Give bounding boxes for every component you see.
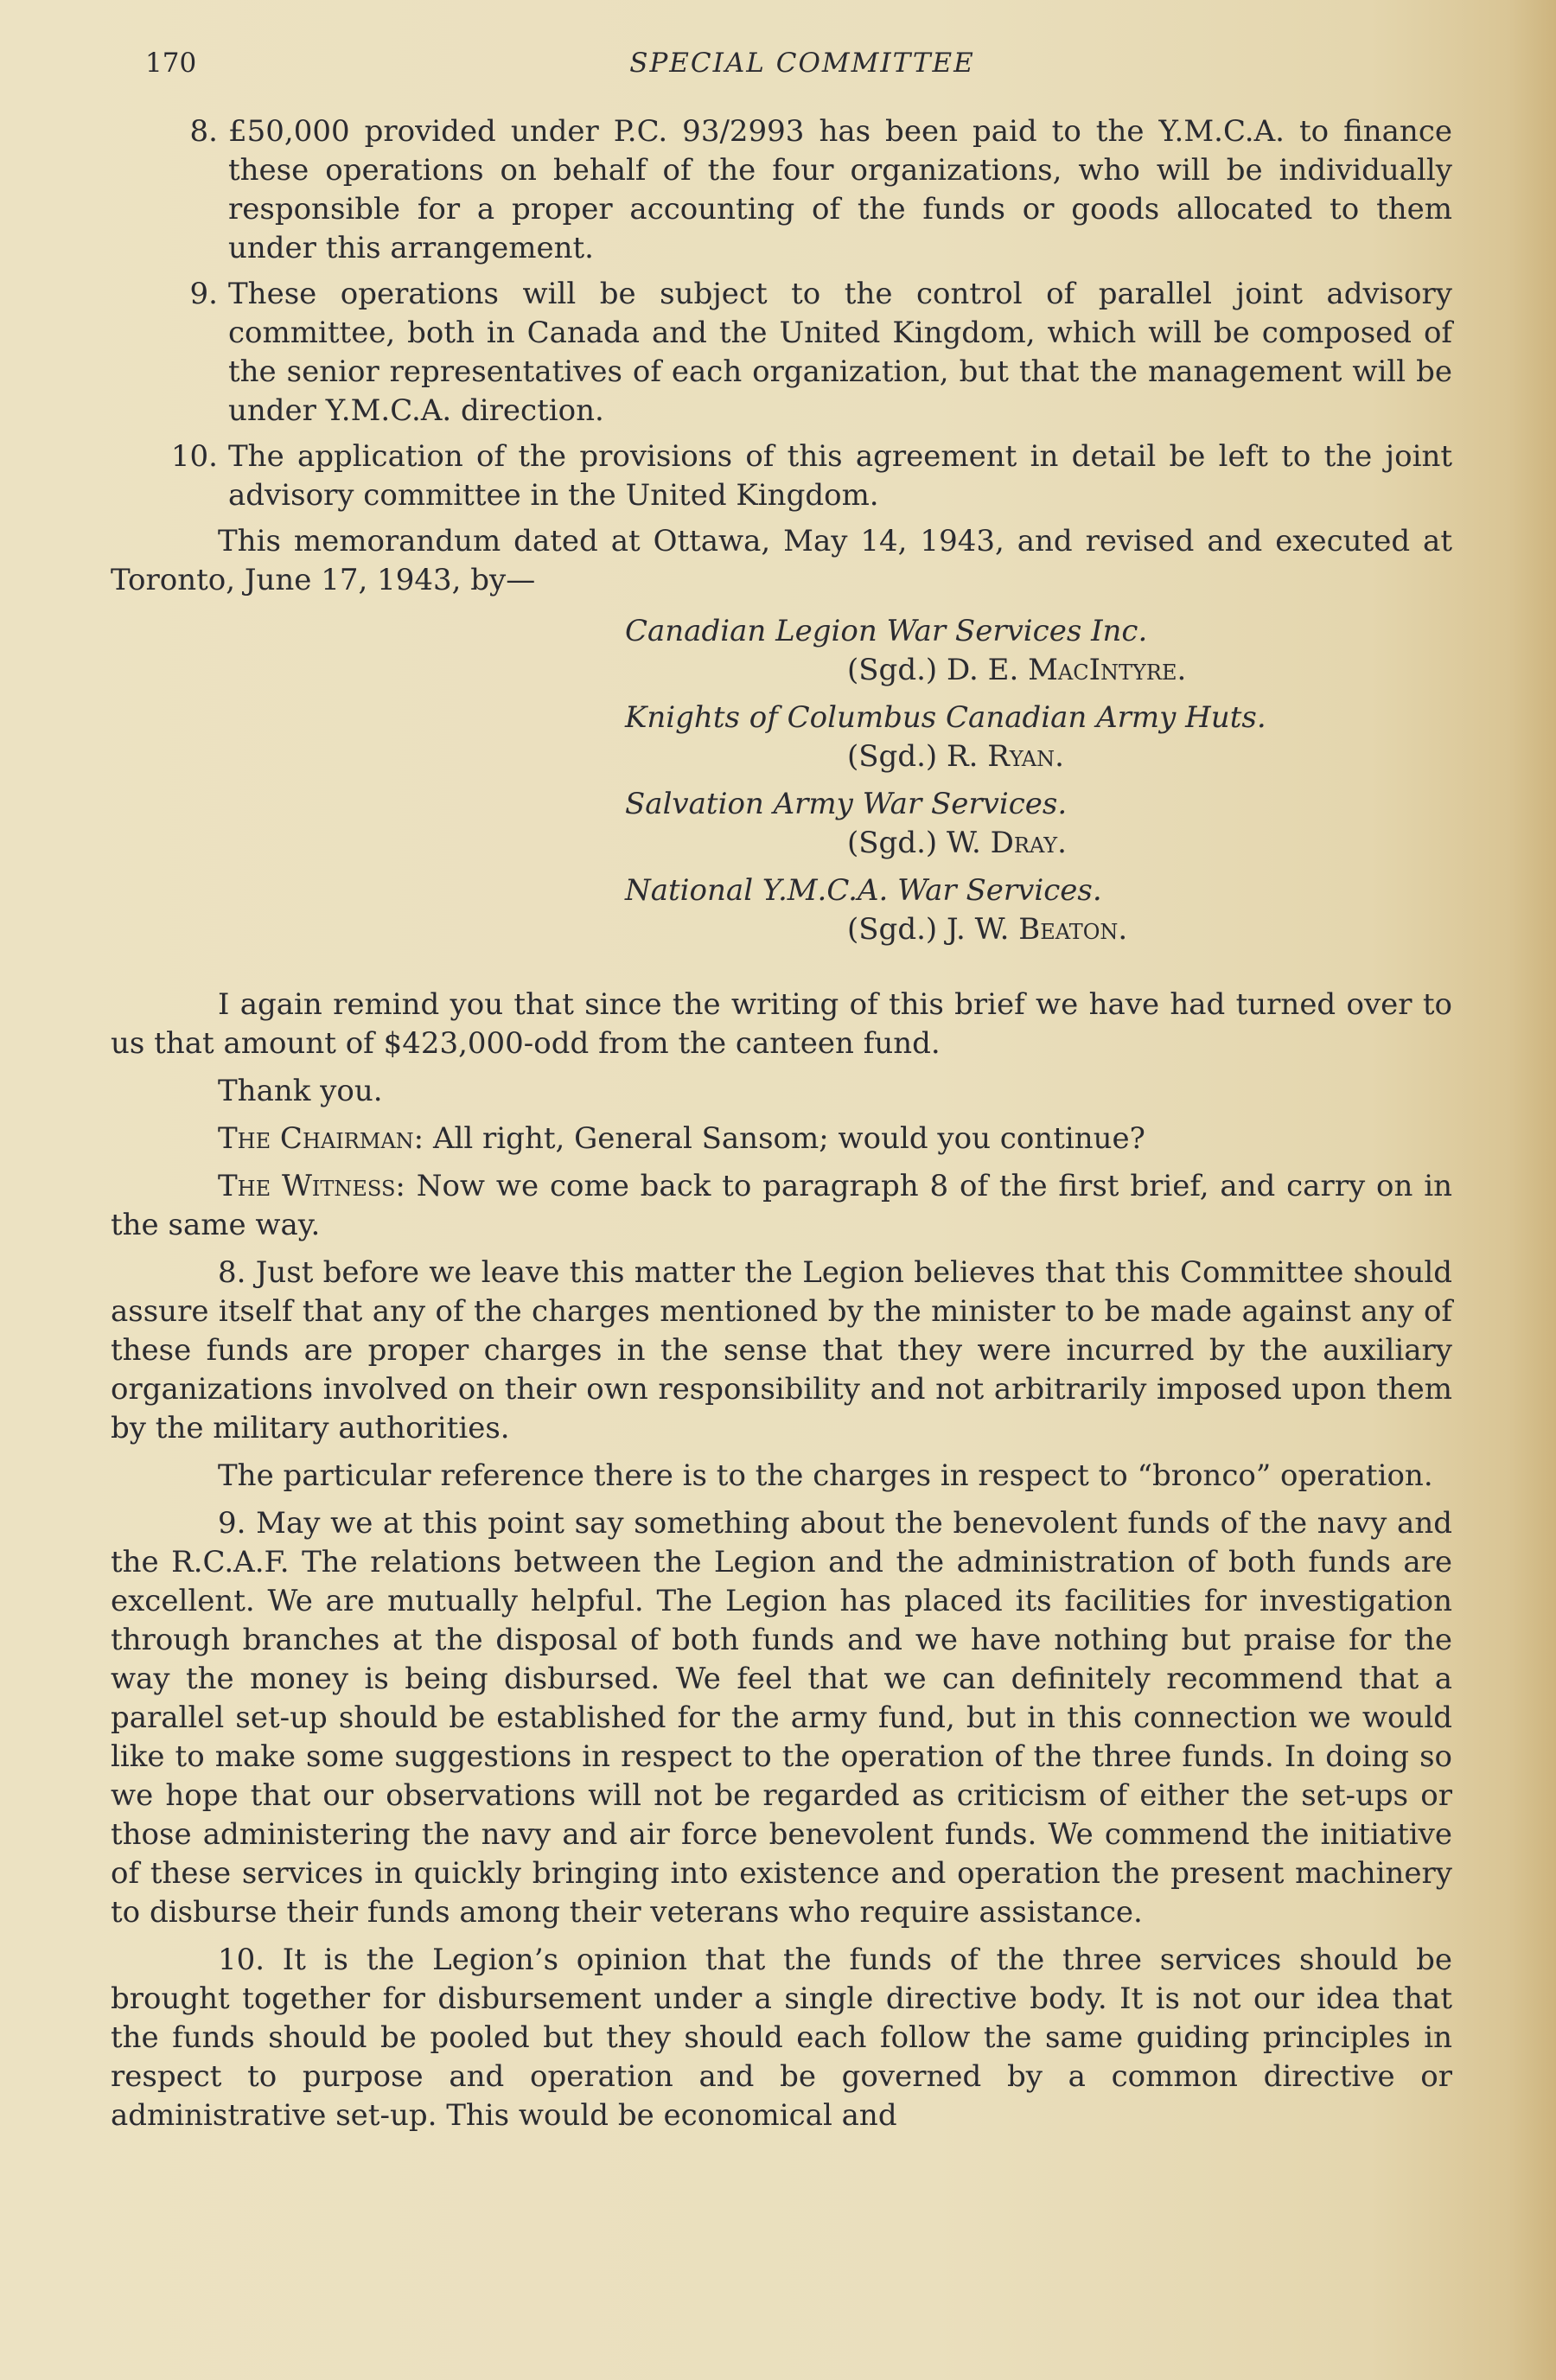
signature-entry xyxy=(164,612,1452,690)
paragraph: The particular reference there is to the charges in respect to “bronco” operation. xyxy=(218,1458,1433,1493)
list-item xyxy=(164,275,1452,431)
paragraph: 8. Just before we leave this matter the Legion believes that this Committee should assure itself that any of the charges mentioned by the minister to be made against any of these funds are proper charges in the sense that they were incurred by the auxiliary organizations involved on their own responsibility and not arbitrarily imposed upon them by the military authorities. xyxy=(111,1255,1452,1445)
running-head: SPECIAL COMMITTEE xyxy=(629,48,975,79)
signature-entry xyxy=(164,871,1452,949)
item-text: These operations will be subject to the control of parallel joint advisory committee, both in Canada and the United Kingdom, which will be composed of the senior representatives of each organization, but that the management will be under Y.M.C.A. direction. xyxy=(228,277,1452,428)
speaker: The Witness: xyxy=(218,1169,405,1203)
signature-block xyxy=(164,612,1452,949)
speaker: The Chairman: xyxy=(218,1121,424,1156)
paragraph: 9. May we at this point say something about the benevolent funds of the navy and the R.C.A.F. The relations between the Legion and the administration of both funds are excellent. We are mutually helpful. The Legion has placed its facilities for investigation through branches at the disposal of both funds and we have nothing but praise for the way the money is being disbursed. We feel that we can definitely recommend that a parallel set-up should be established for the army fund, but in this connection we would like to make some suggestions in respect to the operation of the three funds. In doing so we hope that our observations will not be regarded as criticism of either the set-ups or those administering the navy and air force benevolent funds. We commend the initiative of these services in quickly bringing into existence and operation the present machinery to disburse their funds among their veterans who require assistance. xyxy=(111,1506,1452,1930)
paragraph: Thank you. xyxy=(218,1074,383,1108)
signature-entry xyxy=(164,699,1452,776)
organization-name: Knights of Columbus Canadian Army Huts. xyxy=(625,700,1266,735)
signer-line: (Sgd.) W. Dray. xyxy=(847,826,1067,860)
item-text: The application of the provisions of this agreement in detail be left to the joint advisory committee in the United Kingdom. xyxy=(228,439,1452,513)
organization-name: National Y.M.C.A. War Services. xyxy=(625,873,1102,908)
speech: Now we come back to paragraph 8 of the first brief, and carry on in the same way. xyxy=(111,1169,1452,1242)
signer-line: (Sgd.) R. Ryan. xyxy=(847,739,1064,774)
page-body xyxy=(111,112,1452,2144)
list-item xyxy=(164,112,1452,268)
dialogue-paragraph xyxy=(111,1120,1452,1158)
paragraph: 10. It is the Legion’s opinion that the funds of the three services should be brought together for disbursement under a single directive body. It is not our idea that the funds should be pooled but they should each follow the same guiding principles in respect to purpose and operation and be governed by a common directive or administrative set-up. This would be economical and xyxy=(111,1943,1452,2133)
organization-name: Salvation Army War Services. xyxy=(625,787,1068,821)
organization-name: Canadian Legion War Services Inc. xyxy=(625,614,1148,648)
list-item xyxy=(164,437,1452,515)
speech: All right, General Sansom; would you continue? xyxy=(432,1121,1145,1156)
item-number: 10. xyxy=(170,439,218,474)
signer-line: (Sgd.) J. W. Beaton. xyxy=(847,912,1128,947)
paragraph: I again remind you that since the writing of this brief we have had turned over to us that amount of $423,000-odd from the canteen fund. xyxy=(111,987,1452,1061)
dialogue-paragraph xyxy=(111,1167,1452,1245)
memorandum-paragraph: This memorandum dated at Ottawa, May 14, 1943, and revised and executed at Toronto, June 17, 1943, by— xyxy=(111,524,1452,597)
item-number: 9. xyxy=(189,277,218,311)
item-number: 8. xyxy=(189,114,218,149)
page-header xyxy=(145,48,1459,91)
signature-entry xyxy=(164,785,1452,863)
page-number: 170 xyxy=(145,48,197,79)
signer-line: (Sgd.) D. E. MacIntyre. xyxy=(847,653,1187,687)
item-text: £50,000 provided under P.C. 93/2993 has been paid to the Y.M.C.A. to finance these operations on behalf of the four organizations, who will be individually responsible for a proper accounting of the funds or goods allocated to them under this arrangement. xyxy=(228,114,1452,265)
